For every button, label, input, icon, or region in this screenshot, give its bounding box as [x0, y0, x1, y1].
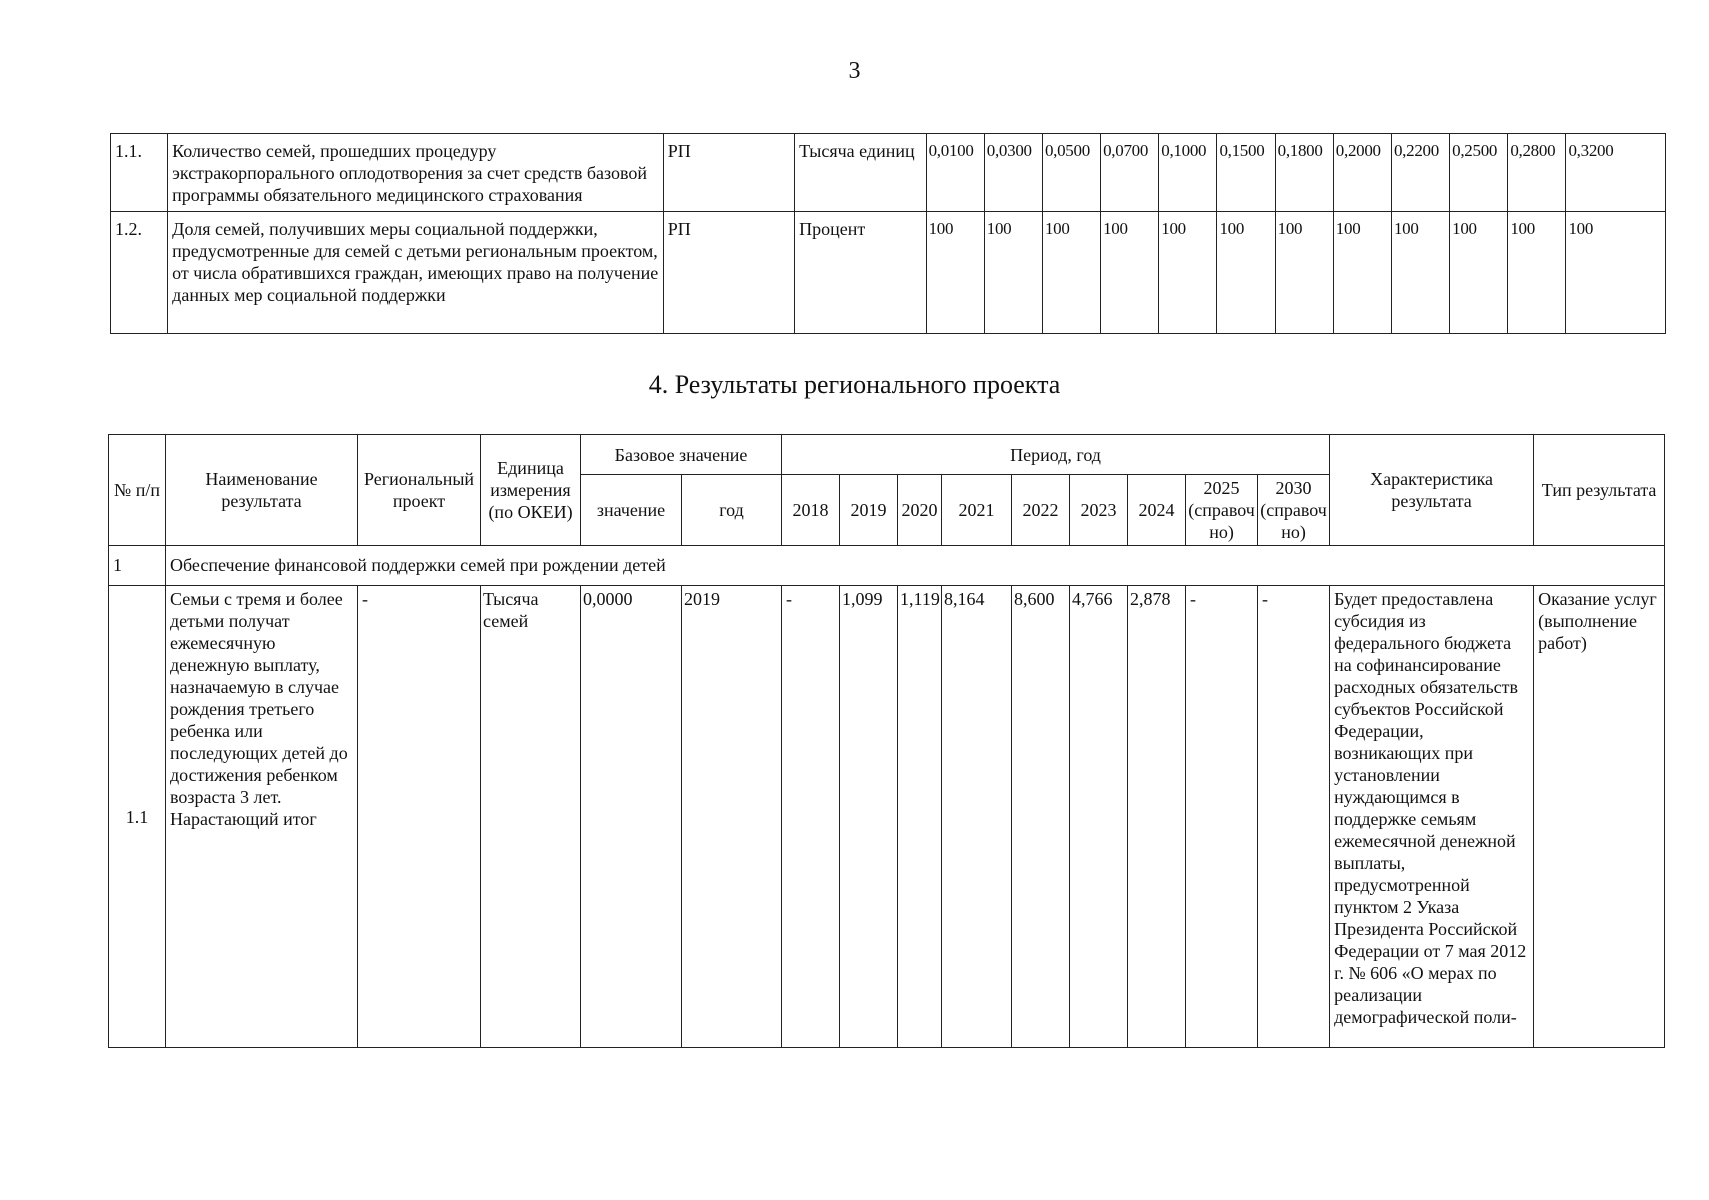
header-result-type: Тип результата: [1534, 435, 1665, 546]
group-number: 1: [109, 546, 166, 586]
indicator-value: 100: [1275, 212, 1333, 334]
indicator-value: 100: [1101, 212, 1159, 334]
indicator-name: Доля семей, получивших меры социальной поддержки, предусмотренные для семей с детьми региональным проектом, от числа обратившихся граждан, имеющих право на получение данных мер социальной поддержки: [168, 212, 664, 334]
indicator-value: 100: [1566, 212, 1666, 334]
header-name: Наименование результата: [166, 435, 358, 546]
result-characteristic: Будет предоставлена субсидия из федерального бюджета на софинансирование расходных обязательств субъектов Российской Федерации, возникающих при установлении нуждающимся в поддержке семьям ежемесячной денежной выплаты, предусмотренной пунктом 2 Указа Президента Российской Федерации от 7 мая 2012 г. № 606 «О мерах по реализации демографической поли-: [1330, 586, 1534, 1048]
indicator-value: 0,3200: [1566, 134, 1666, 212]
indicator-value: 100: [926, 212, 984, 334]
result-type: Оказание услуг (выполнение работ): [1534, 586, 1665, 1048]
header-row: [109, 435, 1665, 475]
result-year-value: 1,119: [898, 586, 942, 1048]
results-table: [108, 434, 1665, 1048]
group-row: [109, 546, 1665, 586]
row-number: 1.1: [109, 586, 166, 1048]
indicator-value: 100: [1508, 212, 1566, 334]
header-year: 2030 (справочно): [1258, 475, 1330, 546]
indicator-value: 100: [1391, 212, 1449, 334]
indicator-name: Количество семей, прошедших процедуру экстракорпорального оплодотворения за счет средств базовой программы обязательного медицинского страхования: [168, 134, 664, 212]
result-regional: -: [358, 586, 481, 1048]
indicator-value: 0,2800: [1508, 134, 1566, 212]
header-characteristic: Характеристика результата: [1330, 435, 1534, 546]
result-unit: Тысяча семей: [481, 586, 581, 1048]
indicator-value: 0,2500: [1450, 134, 1508, 212]
indicator-value: 0,1800: [1275, 134, 1333, 212]
indicator-type: РП: [663, 212, 794, 334]
result-base-value: 0,0000: [581, 586, 682, 1048]
result-year-value: 1,099: [840, 586, 898, 1048]
indicator-value: 100: [1450, 212, 1508, 334]
header-year: 2018: [782, 475, 840, 546]
header-base-year: год: [682, 475, 782, 546]
result-year-value: -: [782, 586, 840, 1048]
table-row: [109, 586, 1665, 1048]
header-base: Базовое значение: [581, 435, 782, 475]
result-base-year: 2019: [682, 586, 782, 1048]
indicator-value: 100: [1042, 212, 1100, 334]
indicator-value: 0,0500: [1042, 134, 1100, 212]
result-year-value: -: [1186, 586, 1258, 1048]
header-period: Период, год: [782, 435, 1330, 475]
indicator-value: 0,2000: [1333, 134, 1391, 212]
result-year-value: 4,766: [1070, 586, 1128, 1048]
result-year-value: 8,164: [942, 586, 1012, 1048]
indicator-value: 0,0700: [1101, 134, 1159, 212]
indicator-value: 100: [984, 212, 1042, 334]
result-year-value: 8,600: [1012, 586, 1070, 1048]
indicator-value: 0,0100: [926, 134, 984, 212]
header-year: 2019: [840, 475, 898, 546]
header-year: 2022: [1012, 475, 1070, 546]
row-number: 1.1.: [111, 134, 168, 212]
result-year-value: -: [1258, 586, 1330, 1048]
indicator-value: 0,1000: [1159, 134, 1217, 212]
row-number: 1.2.: [111, 212, 168, 334]
section-title: 4. Результаты регионального проекта: [648, 370, 1061, 399]
header-base-value: значение: [581, 475, 682, 546]
header-year: 2025 (справочно): [1186, 475, 1258, 546]
result-name: Семьи с тремя и более детьми получат ежемесячную денежную выплату, назначаемую в случае рождения третьего ребенка или последующих детей до достижения ребенком возраста 3 лет. Нарастающий итог: [166, 586, 358, 1048]
page-number: 3: [848, 58, 861, 84]
indicator-type: РП: [663, 134, 794, 212]
header-year: 2020: [898, 475, 942, 546]
indicator-value: 0,1500: [1217, 134, 1275, 212]
indicator-value: 0,0300: [984, 134, 1042, 212]
header-regional: Региональный проект: [358, 435, 481, 546]
header-year: 2023: [1070, 475, 1128, 546]
header-num: № п/п: [109, 435, 166, 546]
indicators-table: [110, 133, 1666, 334]
header-year: 2021: [942, 475, 1012, 546]
group-title: Обеспечение финансовой поддержки семей при рождении детей: [166, 546, 1665, 586]
indicator-unit: Процент: [795, 212, 926, 334]
header-unit: Единица измерения (по ОКЕИ): [481, 435, 581, 546]
indicator-value: 100: [1217, 212, 1275, 334]
indicator-unit: Тысяча единиц: [795, 134, 926, 212]
table-row: [111, 134, 1666, 212]
table-row: [111, 212, 1666, 334]
indicator-value: 0,2200: [1391, 134, 1449, 212]
header-year: 2024: [1128, 475, 1186, 546]
indicator-value: 100: [1159, 212, 1217, 334]
result-year-value: 2,878: [1128, 586, 1186, 1048]
indicator-value: 100: [1333, 212, 1391, 334]
